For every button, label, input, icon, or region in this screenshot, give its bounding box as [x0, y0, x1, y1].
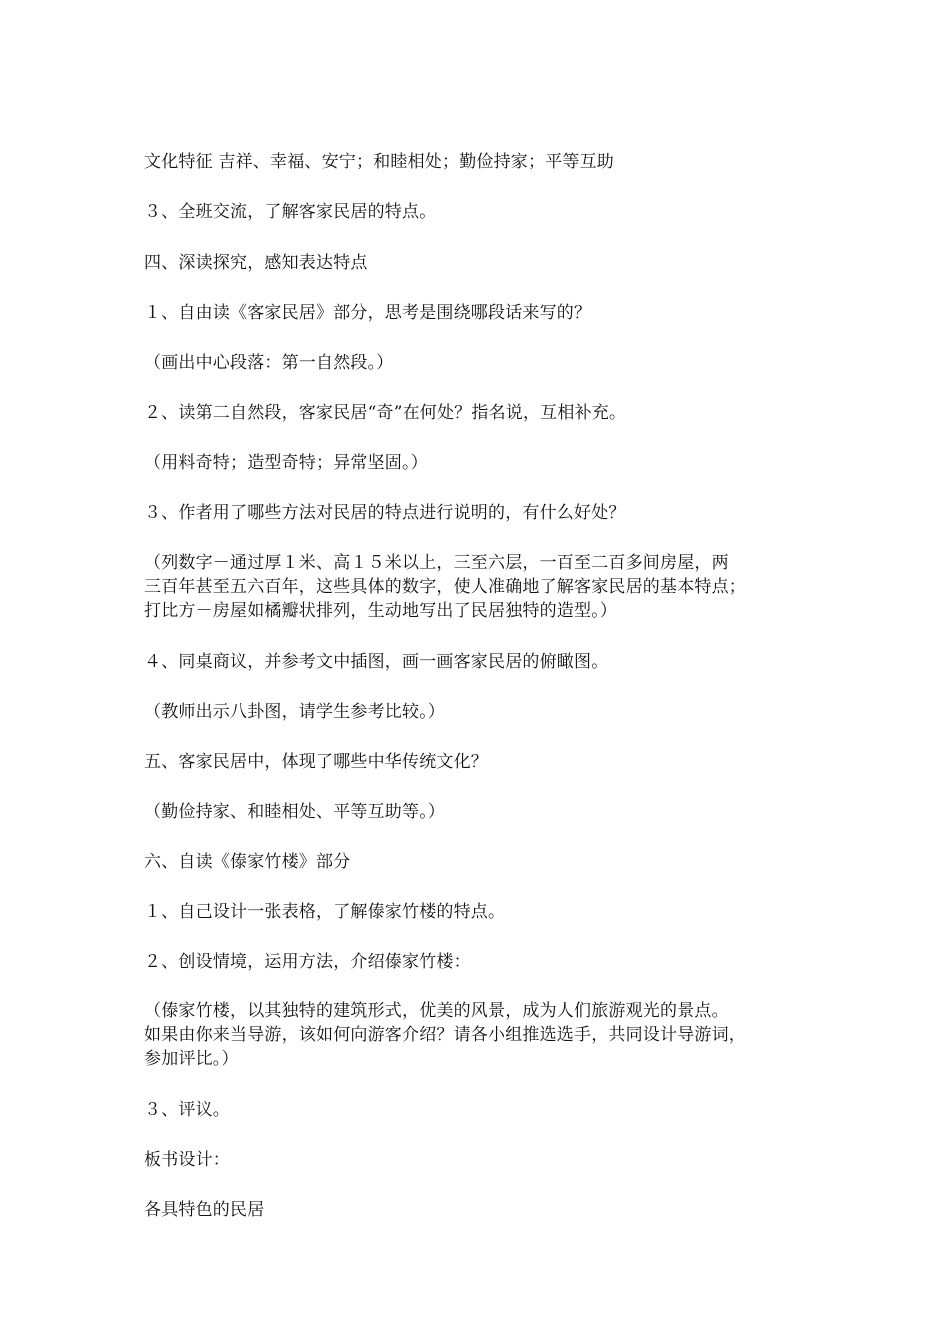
note-tour-guide: [144, 999, 824, 1071]
board-design-title: [144, 1198, 824, 1222]
note-traditional-culture: [144, 800, 824, 824]
step-4-draw-aerial-view: [144, 650, 824, 674]
text-line: 三百年甚至五六百年，这些具体的数字，使人准确地了解客家民居的基本特点；: [144, 577, 746, 597]
text-line: 各具特色的民居: [144, 1200, 265, 1220]
text-line: 四、深读探究，感知表达特点: [144, 253, 368, 273]
text-line: ２、创设情境，运用方法，介绍傣家竹楼：: [144, 952, 471, 972]
step-3-class-discussion: [144, 200, 824, 224]
text-line: （画出中心段落：第一自然段。）: [144, 353, 394, 373]
step-2-create-scenario: [144, 950, 824, 974]
note-central-paragraph: [144, 351, 824, 375]
note-unique-features: [144, 451, 824, 475]
text-line: 文化特征 吉祥、幸福、安宁；和睦相处；勤俭持家；平等互助: [144, 152, 615, 172]
text-line: （教师出示八卦图，请学生参考比较。）: [144, 702, 446, 722]
text-line: ３、评议。: [144, 1100, 230, 1120]
section-6-heading: [144, 850, 824, 874]
step-1-free-reading: [144, 301, 824, 325]
section-5-heading: [144, 750, 824, 774]
text-line: （列数字－通过厚１米、高１５米以上，三至六层，一百至二百多间房屋，两: [144, 553, 729, 573]
text-line: 板书设计：: [144, 1150, 230, 1170]
text-line: 五、客家民居中，体现了哪些中华传统文化？: [144, 752, 488, 772]
text-line: （勤俭持家、和睦相处、平等互助等。）: [144, 802, 446, 822]
text-line: 打比方－房屋如橘瓣状排列，生动地写出了民居独特的造型。）: [144, 601, 618, 621]
step-3-evaluate: [144, 1098, 824, 1122]
text-line: ３、作者用了哪些方法对民居的特点进行说明的，有什么好处？: [144, 503, 626, 523]
text-line: 如果由你来当导游，该如何向游客介绍？请各小组推选选手，共同设计导游词，: [144, 1025, 746, 1045]
text-line: １、自己设计一张表格，了解傣家竹楼的特点。: [144, 902, 506, 922]
text-line: （傣家竹楼，以其独特的建筑形式，优美的风景，成为人们旅游观光的景点。: [144, 1001, 729, 1021]
text-line: ４、同桌商议，并参考文中插图，画一画客家民居的俯瞰图。: [144, 652, 609, 672]
text-line: （用料奇特；造型奇特；异常坚固。）: [144, 453, 428, 473]
text-line: ３、全班交流，了解客家民居的特点。: [144, 202, 437, 222]
text-line: 参加评比。）: [144, 1049, 239, 1069]
culture-features-line: [144, 150, 824, 174]
note-bagua-diagram: [144, 700, 824, 724]
text-line: 六、自读《傣家竹楼》部分: [144, 852, 351, 872]
step-3-author-methods: [144, 501, 824, 525]
text-line: ２、读第二自然段，客家民居“奇”在何处？指名说，互相补充。: [144, 403, 627, 423]
text-line: １、自由读《客家民居》部分，思考是围绕哪段话来写的？: [144, 303, 592, 323]
board-design-heading: [144, 1148, 824, 1172]
section-4-heading: [144, 251, 824, 275]
step-1-design-table: [144, 900, 824, 924]
note-methods-explanation: [144, 551, 824, 623]
step-2-read-second-paragraph: [144, 401, 824, 425]
